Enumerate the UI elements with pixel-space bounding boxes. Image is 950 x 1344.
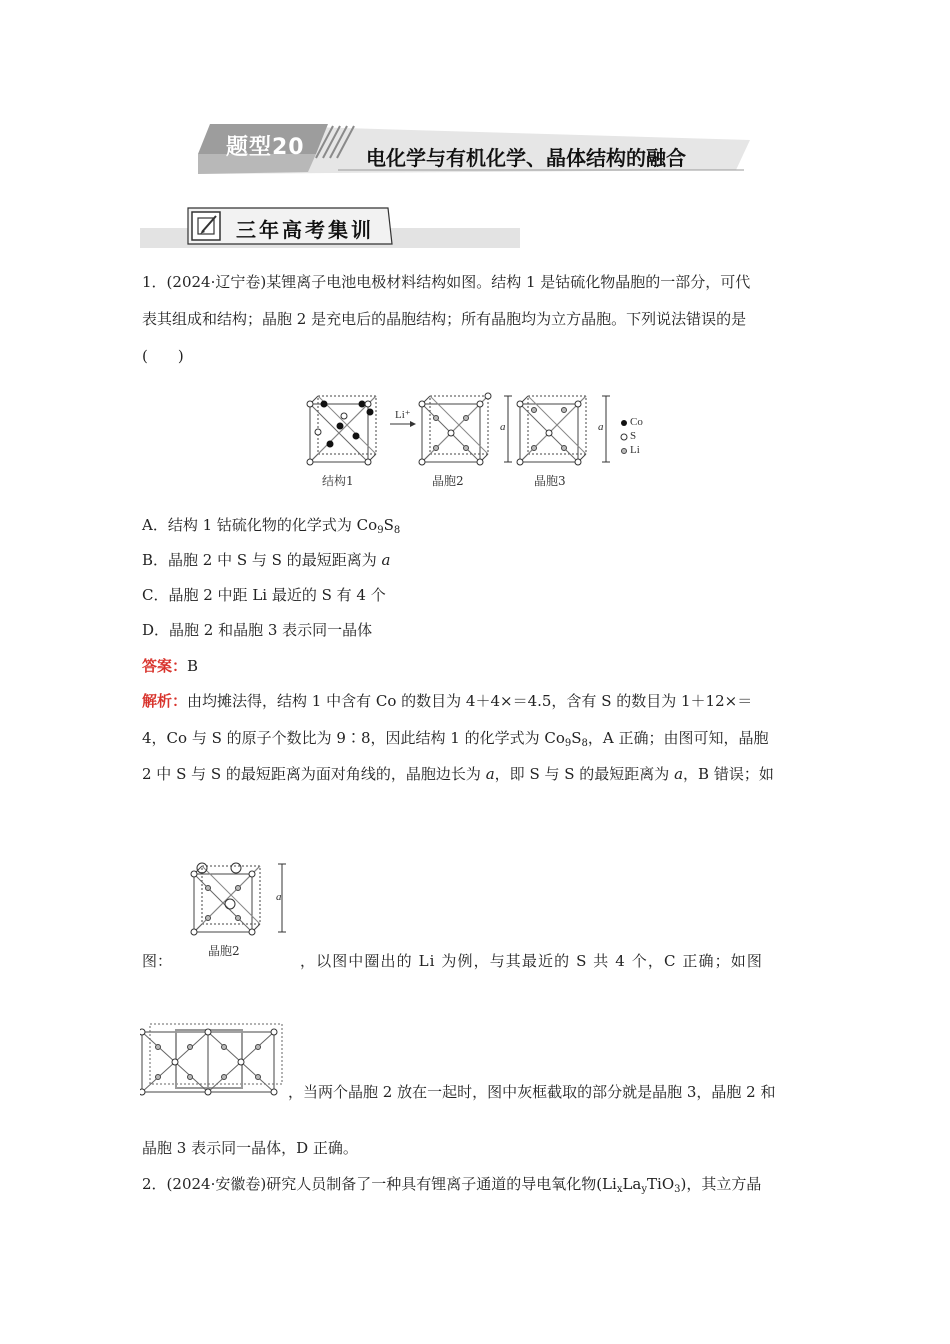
two-cells-figure (140, 1022, 290, 1098)
caption-structure-1: 结构1 (322, 474, 354, 488)
legend-s: S (630, 430, 637, 442)
dim-label-3: a (598, 421, 604, 433)
q1-line1: 1．(2024·辽宁卷)某锂离子电池电极材料结构如图。结构 1 是钴硫化物晶胞的一部分，可代 (142, 273, 751, 291)
type-label: 题型20 (226, 135, 305, 160)
option-c: C．晶胞 2 中距 Li 最近的 S 有 4 个 (142, 586, 386, 604)
section-title: 三年高考集训 (236, 218, 374, 242)
q2-line1: 2．(2024·安徽卷)研究人员制备了一种具有锂离子通道的导电氧化物$(Li_xLa_yTiO_3)$，其立方晶 (142, 1175, 762, 1195)
dim-label-circled: a (276, 891, 282, 903)
analysis-line4-pre: 图： (142, 952, 173, 970)
cell-3 (517, 396, 586, 465)
arrow-label: Li⁺ (395, 409, 411, 421)
analysis-line1: 解析：由均摊法得，结构 1 中含有 Co 的数目为 4＋4×＝4.5，含有 S 的数目为 1＋12×＝ (142, 692, 753, 710)
legend-li: Li (630, 444, 640, 456)
answer: 答案：B (142, 657, 199, 675)
structure-1 (307, 396, 376, 465)
caption-cell-3: 晶胞3 (534, 474, 566, 488)
option-b: B．晶胞 2 中 S 与 S 的最短距离为 a (142, 551, 391, 569)
legend-co: Co (630, 416, 643, 428)
cell-2 (419, 393, 491, 465)
crystal-structures-figure (300, 386, 660, 468)
caption-cell-2: 晶胞2 (432, 474, 464, 488)
q1-line3: ( ) (142, 347, 184, 365)
analysis-line4: ，以图中圈出的 Li 为例，与其最近的 S 共 4 个，C 正确；如图 (300, 952, 763, 970)
caption-circled-cell: 晶胞2 (208, 944, 240, 958)
option-a: A．结构 1 钴硫化物的化学式为 $Co_9S_8$ (142, 516, 401, 536)
analysis-line3: 2 中 S 与 S 的最短距离为面对角线的，晶胞边长为 a，即 S 与 S 的最短距离为 a，B 错误；如 (142, 765, 774, 783)
analysis-line2: 4，Co 与 S 的原子个数比为 9∶8，因此结构 1 的化学式为 $Co_9S_8$，A 正确；由图可知，晶胞 (142, 729, 769, 749)
cell-2-circled-figure (186, 856, 296, 942)
analysis-line6: 晶胞 3 表示同一晶体，D 正确。 (142, 1139, 358, 1157)
q1-line2: 表其组成和结构；晶胞 2 是充电后的晶胞结构；所有晶胞均为立方晶胞。下列说法错误的是 (142, 310, 747, 328)
analysis-line5: ，当两个晶胞 2 放在一起时，图中灰框截取的部分就是晶胞 3，晶胞 2 和 (288, 1083, 776, 1101)
option-d: D．晶胞 2 和晶胞 3 表示同一晶体 (142, 621, 373, 639)
page-title: 电化学与有机化学、晶体结构的融合 (366, 146, 686, 170)
dim-label-2: a (500, 421, 506, 433)
